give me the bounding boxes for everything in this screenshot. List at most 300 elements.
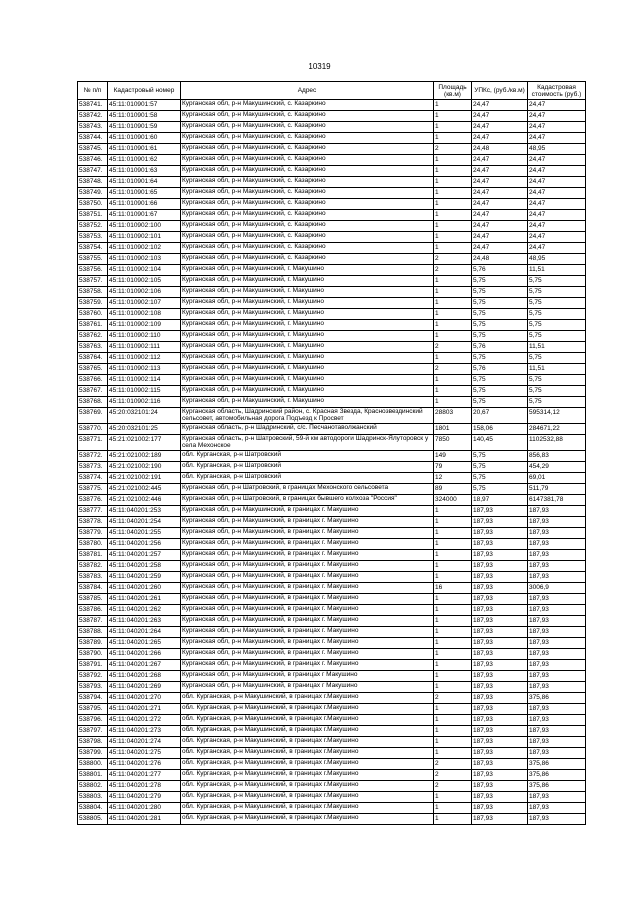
address: Курганская область, р-н Шадринский, с/с. Песчанотаволжанский <box>181 423 434 434</box>
row-number: 538743. <box>78 122 108 133</box>
upks: 187,93 <box>472 769 528 780</box>
cadastral-cost: 187,93 <box>528 604 586 615</box>
cadastral-number: 45:11:010901:58 <box>108 111 181 122</box>
upks: 24,47 <box>472 232 528 243</box>
area: 1 <box>434 604 472 615</box>
table-row <box>78 516 586 527</box>
cadastral-cost: 187,93 <box>528 703 586 714</box>
address: Курганская обл, р-н Макушинский, г. Макушино <box>181 276 434 287</box>
upks: 187,93 <box>472 670 528 681</box>
cadastral-cost: 187,93 <box>528 626 586 637</box>
area: 1 <box>434 626 472 637</box>
address: обл. Курганская, р-н Макушинский, в границах г.Макушино <box>181 802 434 813</box>
table-row <box>78 582 586 593</box>
area: 1 <box>434 232 472 243</box>
table-row <box>78 265 586 276</box>
row-number: 538788. <box>78 626 108 637</box>
row-number: 538796. <box>78 714 108 725</box>
cadastral-cost: 187,93 <box>528 549 586 560</box>
row-number: 538789. <box>78 637 108 648</box>
cadastral-cost: 187,93 <box>528 516 586 527</box>
address: Курганская обл, р-н Макушинский, г. Макушино <box>181 397 434 408</box>
table-row <box>78 287 586 298</box>
upks: 20,67 <box>472 408 528 424</box>
table-row <box>78 243 586 254</box>
row-number: 538781. <box>78 549 108 560</box>
cadastral-cost: 24,47 <box>528 210 586 221</box>
row-number: 538791. <box>78 659 108 670</box>
cadastral-number: 45:21:021002:191 <box>108 472 181 483</box>
cadastral-number: 45:11:040201:281 <box>108 813 181 824</box>
table-row <box>78 450 586 461</box>
address: Курганская обл, р-н Макушинский, г. Макушино <box>181 298 434 309</box>
address: Курганская обл, р-н Макушинский, в границах г. Макушино <box>181 659 434 670</box>
cadastral-number: 45:11:040201:266 <box>108 648 181 659</box>
cadastral-cost: 187,93 <box>528 527 586 538</box>
cadastral-number: 45:21:021002:190 <box>108 461 181 472</box>
upks: 187,93 <box>472 758 528 769</box>
area: 1 <box>434 725 472 736</box>
cadastral-cost: 187,93 <box>528 560 586 571</box>
cadastral-cost: 511,79 <box>528 483 586 494</box>
table-row <box>78 342 586 353</box>
upks: 24,48 <box>472 144 528 155</box>
table-row <box>78 298 586 309</box>
row-number: 538786. <box>78 604 108 615</box>
area: 1 <box>434 659 472 670</box>
area: 1 <box>434 221 472 232</box>
address: Курганская обл, р-н Макушинский, с. Казаркино <box>181 243 434 254</box>
address: Курганская обл, р-н Макушинский, с. Казаркино <box>181 188 434 199</box>
upks: 5,75 <box>472 397 528 408</box>
cadastral-number: 45:11:010901:63 <box>108 166 181 177</box>
table-row <box>78 133 586 144</box>
row-number: 538741. <box>78 100 108 111</box>
table-row <box>78 397 586 408</box>
cadastral-number: 45:21:021002:445 <box>108 483 181 494</box>
area: 1 <box>434 353 472 364</box>
address: обл. Курганская, р-н Макушинский, в границах г.Макушино <box>181 769 434 780</box>
address: обл. Курганская, р-н Макушинский, в границах г.Макушино <box>181 692 434 703</box>
row-number: 538780. <box>78 538 108 549</box>
table-row <box>78 670 586 681</box>
upks: 187,93 <box>472 736 528 747</box>
row-number: 538760. <box>78 309 108 320</box>
area: 1 <box>434 177 472 188</box>
table-row <box>78 232 586 243</box>
area: 1 <box>434 648 472 659</box>
cadastral-number: 45:11:040201:258 <box>108 560 181 571</box>
upks: 24,47 <box>472 133 528 144</box>
upks: 5,76 <box>472 364 528 375</box>
row-number: 538770. <box>78 423 108 434</box>
row-number: 538753. <box>78 232 108 243</box>
upks: 5,75 <box>472 309 528 320</box>
table-row <box>78 320 586 331</box>
table-row <box>78 703 586 714</box>
table-row <box>78 505 586 516</box>
table-row <box>78 604 586 615</box>
address: Курганская обл, р-н Макушинский, в границах г. Макушино <box>181 582 434 593</box>
address: Курганская обл, р-н Макушинский, г. Макушино <box>181 364 434 375</box>
row-number: 538774. <box>78 472 108 483</box>
row-number: 538756. <box>78 265 108 276</box>
area: 1 <box>434 122 472 133</box>
upks: 5,76 <box>472 265 528 276</box>
row-number: 538748. <box>78 177 108 188</box>
cadastral-cost: 11,51 <box>528 364 586 375</box>
cadastral-number: 45:20:032101:25 <box>108 423 181 434</box>
area: 1 <box>434 736 472 747</box>
upks: 187,93 <box>472 791 528 802</box>
row-number: 538761. <box>78 320 108 331</box>
cadastral-number: 45:11:010902:114 <box>108 375 181 386</box>
upks: 187,93 <box>472 648 528 659</box>
cadastral-number: 45:11:010901:64 <box>108 177 181 188</box>
cadastral-cost: 24,47 <box>528 243 586 254</box>
table-row <box>78 309 586 320</box>
upks: 187,93 <box>472 538 528 549</box>
cadastral-cost: 187,93 <box>528 648 586 659</box>
row-number: 538803. <box>78 791 108 802</box>
address: Курганская обл, р-н Макушинский, в границах г. Макушино <box>181 538 434 549</box>
address: Курганская обл, р-н Макушинский, с. Казаркино <box>181 144 434 155</box>
area: 1 <box>434 593 472 604</box>
area: 1 <box>434 670 472 681</box>
address: Курганская обл, р-н Макушинский, в границах г. Макушино <box>181 637 434 648</box>
cadastral-cost: 24,47 <box>528 166 586 177</box>
cadastral-cost: 69,01 <box>528 472 586 483</box>
upks: 24,47 <box>472 188 528 199</box>
cadastral-number: 45:11:010901:57 <box>108 100 181 111</box>
area: 149 <box>434 450 472 461</box>
row-number: 538805. <box>78 813 108 824</box>
upks: 187,93 <box>472 505 528 516</box>
address: обл. Курганская, р-н Макушинский, в границах г.Макушино <box>181 703 434 714</box>
header-address: Адрес <box>181 82 434 100</box>
upks: 187,93 <box>472 802 528 813</box>
area: 1 <box>434 791 472 802</box>
address: Курганская обл, р-н Макушинский, в границах г. Макушино <box>181 593 434 604</box>
row-number: 538801. <box>78 769 108 780</box>
cadastral-number: 45:11:040201:265 <box>108 637 181 648</box>
cadastral-cost: 48,95 <box>528 144 586 155</box>
cadastral-cost: 375,86 <box>528 780 586 791</box>
area: 28803 <box>434 408 472 424</box>
cadastral-number: 45:11:010902:115 <box>108 386 181 397</box>
cadastral-cost: 24,47 <box>528 188 586 199</box>
row-number: 538742. <box>78 111 108 122</box>
cadastral-number: 45:11:010902:100 <box>108 221 181 232</box>
table-row <box>78 791 586 802</box>
row-number: 538787. <box>78 615 108 626</box>
table-body <box>78 100 586 825</box>
cadastral-cost: 48,95 <box>528 254 586 265</box>
address: обл. Курганская, р-н Макушинский, в границах г.Макушино <box>181 736 434 747</box>
upks: 187,93 <box>472 615 528 626</box>
table-row <box>78 626 586 637</box>
area: 1 <box>434 549 472 560</box>
cadastral-cost: 5,75 <box>528 287 586 298</box>
upks: 5,75 <box>472 320 528 331</box>
row-number: 538804. <box>78 802 108 813</box>
table-row <box>78 199 586 210</box>
table-row <box>78 122 586 133</box>
row-number: 538800. <box>78 758 108 769</box>
address: обл. Курганская, р-н Макушинский, в границах г.Макушино <box>181 747 434 758</box>
table-row <box>78 100 586 111</box>
cadastral-number: 45:11:040201:257 <box>108 549 181 560</box>
table-row <box>78 166 586 177</box>
area: 1 <box>434 100 472 111</box>
area: 1 <box>434 375 472 386</box>
table-row <box>78 353 586 364</box>
address: обл. Курганская, р-н Макушинский, в границах г.Макушино <box>181 714 434 725</box>
address: Курганская обл, р-н Макушинский, в границах г. Макушино <box>181 527 434 538</box>
upks: 5,75 <box>472 472 528 483</box>
address: Курганская обл, р-н Макушинский, с. Казаркино <box>181 133 434 144</box>
cadastral-cost: 5,75 <box>528 309 586 320</box>
cadastral-cost: 187,93 <box>528 791 586 802</box>
table-row <box>78 434 586 450</box>
cadastral-number: 45:11:010902:109 <box>108 320 181 331</box>
upks: 24,47 <box>472 155 528 166</box>
cadastral-cost: 595314,12 <box>528 408 586 424</box>
cadastral-cost: 11,51 <box>528 342 586 353</box>
cadastral-number: 45:11:010902:103 <box>108 254 181 265</box>
upks: 24,47 <box>472 177 528 188</box>
address: Курганская обл, р-н Макушинский, г. Макушино <box>181 331 434 342</box>
table-row <box>78 111 586 122</box>
cadastral-number: 45:11:040201:253 <box>108 505 181 516</box>
upks: 5,75 <box>472 386 528 397</box>
header-area: Площадь (кв.м) <box>434 82 472 100</box>
table-row <box>78 375 586 386</box>
table-row <box>78 549 586 560</box>
table-row <box>78 692 586 703</box>
row-number: 538745. <box>78 144 108 155</box>
cadastral-number: 45:11:040201:256 <box>108 538 181 549</box>
cadastral-cost: 24,47 <box>528 100 586 111</box>
row-number: 538759. <box>78 298 108 309</box>
cadastral-cost: 5,75 <box>528 397 586 408</box>
upks: 187,93 <box>472 681 528 692</box>
cadastral-cost: 187,93 <box>528 747 586 758</box>
cadastral-cost: 284671,22 <box>528 423 586 434</box>
row-number: 538766. <box>78 375 108 386</box>
address: Курганская обл, р-н Макушинский, в границах г. Макушино <box>181 560 434 571</box>
area: 1 <box>434 298 472 309</box>
cadastral-cost: 24,47 <box>528 133 586 144</box>
cadastral-cost: 375,86 <box>528 692 586 703</box>
row-number: 538778. <box>78 516 108 527</box>
cadastral-number: 45:11:040201:273 <box>108 725 181 736</box>
area: 1 <box>434 386 472 397</box>
cadastral-cost: 1102532,88 <box>528 434 586 450</box>
area: 1 <box>434 199 472 210</box>
cadastral-number: 45:11:010902:116 <box>108 397 181 408</box>
cadastral-cost: 187,93 <box>528 670 586 681</box>
cadastral-number: 45:11:040201:275 <box>108 747 181 758</box>
row-number: 538802. <box>78 780 108 791</box>
upks: 187,93 <box>472 560 528 571</box>
cadastral-number: 45:11:040201:277 <box>108 769 181 780</box>
address: Курганская обл, р-н Шатровский, в границах бывшего колхоза "Россия" <box>181 494 434 505</box>
table-row <box>78 637 586 648</box>
row-number: 538754. <box>78 243 108 254</box>
address: обл. Курганская, р-н Макушинский, в границах г.Макушино <box>181 758 434 769</box>
table-row <box>78 461 586 472</box>
cadastral-cost: 11,51 <box>528 265 586 276</box>
area: 2 <box>434 758 472 769</box>
row-number: 538792. <box>78 670 108 681</box>
area: 1 <box>434 188 472 199</box>
address: Курганская обл, р-н Макушинский, г. Макушино <box>181 309 434 320</box>
cadastral-number: 45:11:040201:267 <box>108 659 181 670</box>
cadastral-cost: 375,86 <box>528 758 586 769</box>
cadastral-number: 45:11:010902:104 <box>108 265 181 276</box>
area: 1 <box>434 571 472 582</box>
row-number: 538757. <box>78 276 108 287</box>
upks: 187,93 <box>472 593 528 604</box>
area: 1 <box>434 331 472 342</box>
table-row <box>78 494 586 505</box>
row-number: 538749. <box>78 188 108 199</box>
address: Курганская обл, р-н Шатровский, в границах Мехонского сельсовета <box>181 483 434 494</box>
address: Курганская область, Шадринский район, с. Красная Звезда, Краснозвездинский сельсовет, автомобильная дорога Подъезд к Просвет <box>181 408 434 424</box>
cadastral-cost: 187,93 <box>528 571 586 582</box>
table-row <box>78 188 586 199</box>
cadastral-number: 45:11:010902:112 <box>108 353 181 364</box>
upks: 24,47 <box>472 199 528 210</box>
row-number: 538799. <box>78 747 108 758</box>
row-number: 538783. <box>78 571 108 582</box>
table-row <box>78 714 586 725</box>
cadastral-number: 45:11:040201:278 <box>108 780 181 791</box>
area: 1 <box>434 615 472 626</box>
address: Курганская обл, р-н Макушинский, в границах г. Макушино <box>181 626 434 637</box>
upks: 187,93 <box>472 813 528 824</box>
table-row <box>78 747 586 758</box>
upks: 140,45 <box>472 434 528 450</box>
cadastral-cost: 24,47 <box>528 221 586 232</box>
address: обл. Курганская, р-н Шатровский <box>181 461 434 472</box>
table-row <box>78 571 586 582</box>
cadastral-cost: 187,93 <box>528 725 586 736</box>
upks: 5,75 <box>472 276 528 287</box>
area: 1 <box>434 813 472 824</box>
upks: 187,93 <box>472 626 528 637</box>
upks: 5,75 <box>472 375 528 386</box>
table-row <box>78 780 586 791</box>
address: Курганская обл, р-н Макушинский, г. Макушино <box>181 320 434 331</box>
table-row <box>78 769 586 780</box>
table-row <box>78 681 586 692</box>
table-row <box>78 802 586 813</box>
address: Курганская обл, р-н Макушинский, г. Макушино <box>181 386 434 397</box>
upks: 187,93 <box>472 527 528 538</box>
upks: 24,47 <box>472 221 528 232</box>
page-number: 10319 <box>308 62 331 71</box>
table-row <box>78 483 586 494</box>
cadastral-cost: 187,93 <box>528 714 586 725</box>
address: Курганская обл, р-н Макушинский, в границах г. Макушино <box>181 615 434 626</box>
table-row <box>78 254 586 265</box>
upks: 5,75 <box>472 483 528 494</box>
address: Курганская обл, р-н Макушинский, в границах г. Макушино <box>181 549 434 560</box>
row-number: 538758. <box>78 287 108 298</box>
address: Курганская обл, р-н Макушинский, с. Казаркино <box>181 232 434 243</box>
upks: 187,93 <box>472 637 528 648</box>
cadastral-number: 45:11:010901:61 <box>108 144 181 155</box>
upks: 24,47 <box>472 243 528 254</box>
cadastral-number: 45:11:010901:59 <box>108 122 181 133</box>
area: 2 <box>434 769 472 780</box>
cadastral-number: 45:11:040201:269 <box>108 681 181 692</box>
table-row <box>78 210 586 221</box>
cadastral-number: 45:11:010902:101 <box>108 232 181 243</box>
table-row <box>78 538 586 549</box>
cadastral-number: 45:20:032101:24 <box>108 408 181 424</box>
address: Курганская обл, р-н Макушинский, с. Казаркино <box>181 221 434 232</box>
area: 1 <box>434 276 472 287</box>
cadastral-number: 45:11:040201:255 <box>108 527 181 538</box>
area: 1 <box>434 287 472 298</box>
table-row <box>78 276 586 287</box>
cadastral-number: 45:11:040201:260 <box>108 582 181 593</box>
area: 2 <box>434 265 472 276</box>
address: Курганская область, р-н Шатровский, 59-й км автодороги Шадринск-Ялуторовск у села Мехонское <box>181 434 434 450</box>
area: 1 <box>434 320 472 331</box>
upks: 5,76 <box>472 342 528 353</box>
header-cadastral-number: Кадастровый номер <box>108 82 181 100</box>
cadastral-number: 45:11:040201:279 <box>108 791 181 802</box>
address: Курганская обл, р-н Макушинский, в границах г. Макушино <box>181 604 434 615</box>
row-number: 538763. <box>78 342 108 353</box>
table-row <box>78 364 586 375</box>
cadastral-number: 45:11:040201:268 <box>108 670 181 681</box>
address: обл. Курганская, р-н Макушинский, в границах г.Макушино <box>181 813 434 824</box>
cadastral-cost: 5,75 <box>528 320 586 331</box>
cadastral-cost: 187,93 <box>528 802 586 813</box>
cadastral-number: 45:11:040201:272 <box>108 714 181 725</box>
header-upks: УПКс, (руб./кв.м) <box>472 82 528 100</box>
cadastral-cost: 856,83 <box>528 450 586 461</box>
cadastral-cost: 5,75 <box>528 386 586 397</box>
upks: 5,75 <box>472 450 528 461</box>
cadastral-number: 45:11:040201:274 <box>108 736 181 747</box>
upks: 187,93 <box>472 780 528 791</box>
cadastral-cost: 187,93 <box>528 505 586 516</box>
table-row <box>78 813 586 824</box>
address: Курганская обл, р-н Макушинский, в границах г Макушино <box>181 670 434 681</box>
row-number: 538784. <box>78 582 108 593</box>
cadastral-number: 45:11:040201:263 <box>108 615 181 626</box>
address: обл. Курганская, р-н Шатровский <box>181 450 434 461</box>
upks: 187,93 <box>472 604 528 615</box>
cadastral-cost: 375,86 <box>528 769 586 780</box>
area: 1801 <box>434 423 472 434</box>
cadastral-number: 45:11:010902:107 <box>108 298 181 309</box>
table-row <box>78 423 586 434</box>
area: 1 <box>434 527 472 538</box>
address: обл. Курганская, р-н Макушинский, в границах г.Макушино <box>181 780 434 791</box>
upks: 5,75 <box>472 331 528 342</box>
area: 1 <box>434 703 472 714</box>
row-number: 538794. <box>78 692 108 703</box>
area: 1 <box>434 397 472 408</box>
cadastral-cost: 187,93 <box>528 736 586 747</box>
